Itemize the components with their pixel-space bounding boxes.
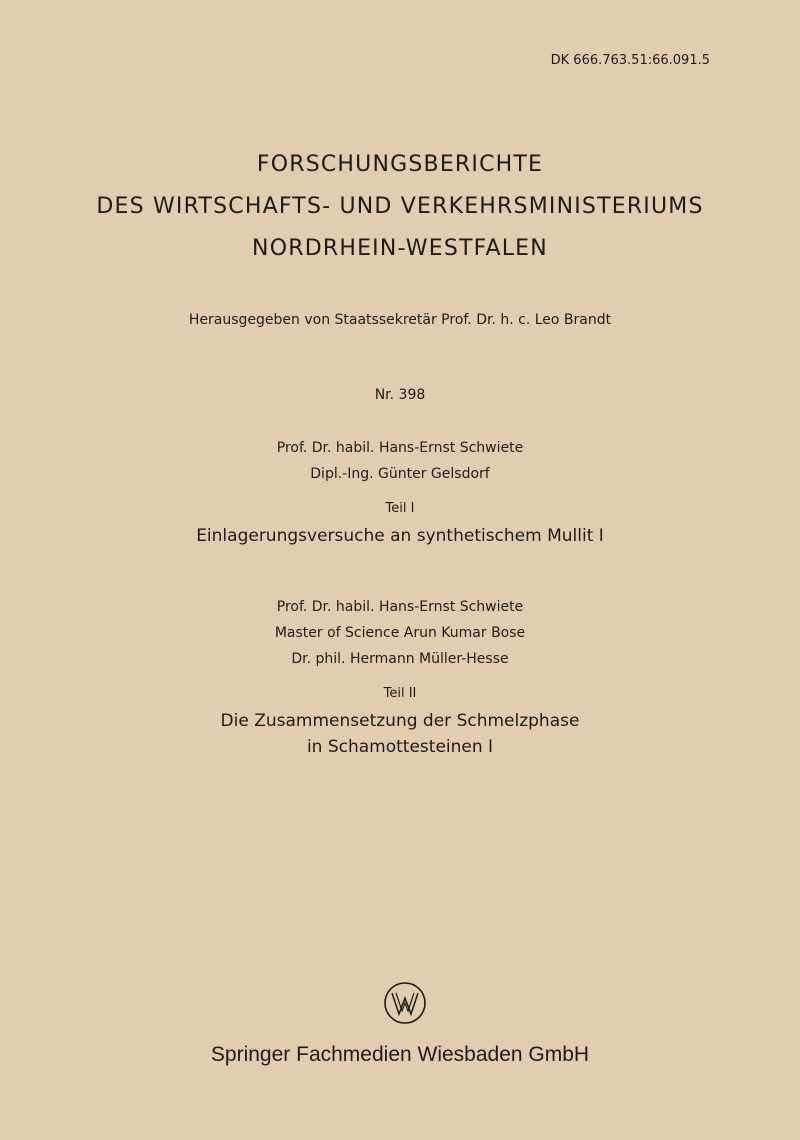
springer-logo-icon — [383, 981, 427, 1025]
report-number: Nr. 398 — [374, 387, 426, 403]
part2-label: Teil II — [383, 686, 417, 701]
classification-number: DK 666.763.51:66.091.5 — [550, 53, 710, 68]
part1-label: Teil I — [385, 501, 415, 516]
series-title-line-1: FORSCHUNGSBERICHTE — [256, 152, 544, 177]
part1-author: Prof. Dr. habil. Hans-Ernst Schwiete — [276, 440, 524, 456]
part2-author: Prof. Dr. habil. Hans-Ernst Schwiete — [276, 599, 524, 615]
part1-author: Dipl.-Ing. Günter Gelsdorf — [310, 466, 490, 482]
part2-author: Dr. phil. Hermann Müller-Hesse — [291, 651, 509, 667]
editor-line: Herausgegeben von Staatssekretär Prof. Dr. h. c. Leo Brandt — [188, 312, 612, 328]
part2-author: Master of Science Arun Kumar Bose — [274, 625, 526, 641]
part2-title-line-2: in Schamottesteinen I — [306, 737, 494, 757]
publisher-name: Springer Fachmedien Wiesbaden GmbH — [210, 1043, 590, 1066]
part2-title-line-1: Die Zusammensetzung der Schmelzphase — [220, 711, 580, 731]
series-title-line-3: NORDRHEIN-WESTFALEN — [252, 236, 548, 261]
series-title-line-2: DES WIRTSCHAFTS- UND VERKEHRSMINISTERIUMS — [96, 194, 704, 219]
part1-title: Einlagerungsversuche an synthetischem Mullit I — [196, 526, 604, 546]
